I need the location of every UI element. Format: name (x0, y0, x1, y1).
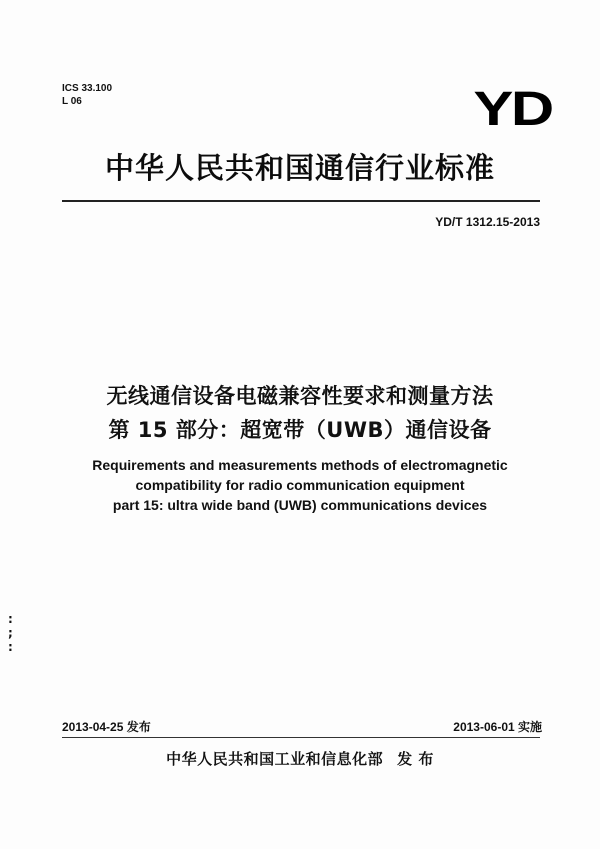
document-number: YD/T 1312.15-2013 (435, 215, 540, 229)
standard-category-title: 中华人民共和国通信行业标准 (104, 151, 495, 185)
classification-codes (62, 82, 112, 108)
publisher-line (0, 748, 600, 769)
header-divider (62, 200, 540, 202)
title-en-line-3: part 15: ultra wide band (UWB) communications devices (112, 497, 488, 513)
title-cn-line-1: 无线通信设备电磁兼容性要求和测量方法 (106, 384, 494, 408)
ccs-code: L 06 (62, 96, 82, 107)
footer-divider (62, 737, 540, 738)
title-cn-line-2: 第 15 部分：超宽带（UWB）通信设备 (108, 418, 492, 442)
title-en-line-2: compatibility for radio communication equipment (135, 477, 465, 493)
issue-date: 2013-04-25 发布 (62, 720, 151, 734)
title-en-line-1: Requirements and measurements methods of electromagnetic (92, 457, 508, 473)
margin-marks: : ; : (8, 612, 13, 654)
publisher-suffix: 发 布 (397, 750, 434, 768)
implementation-date: 2013-06-01 实施 (453, 720, 542, 734)
publisher-name: 中华人民共和国工业和信息化部 (166, 750, 384, 768)
ics-code: ICS 33.100 (62, 83, 113, 94)
yd-logo: YD (473, 83, 552, 136)
